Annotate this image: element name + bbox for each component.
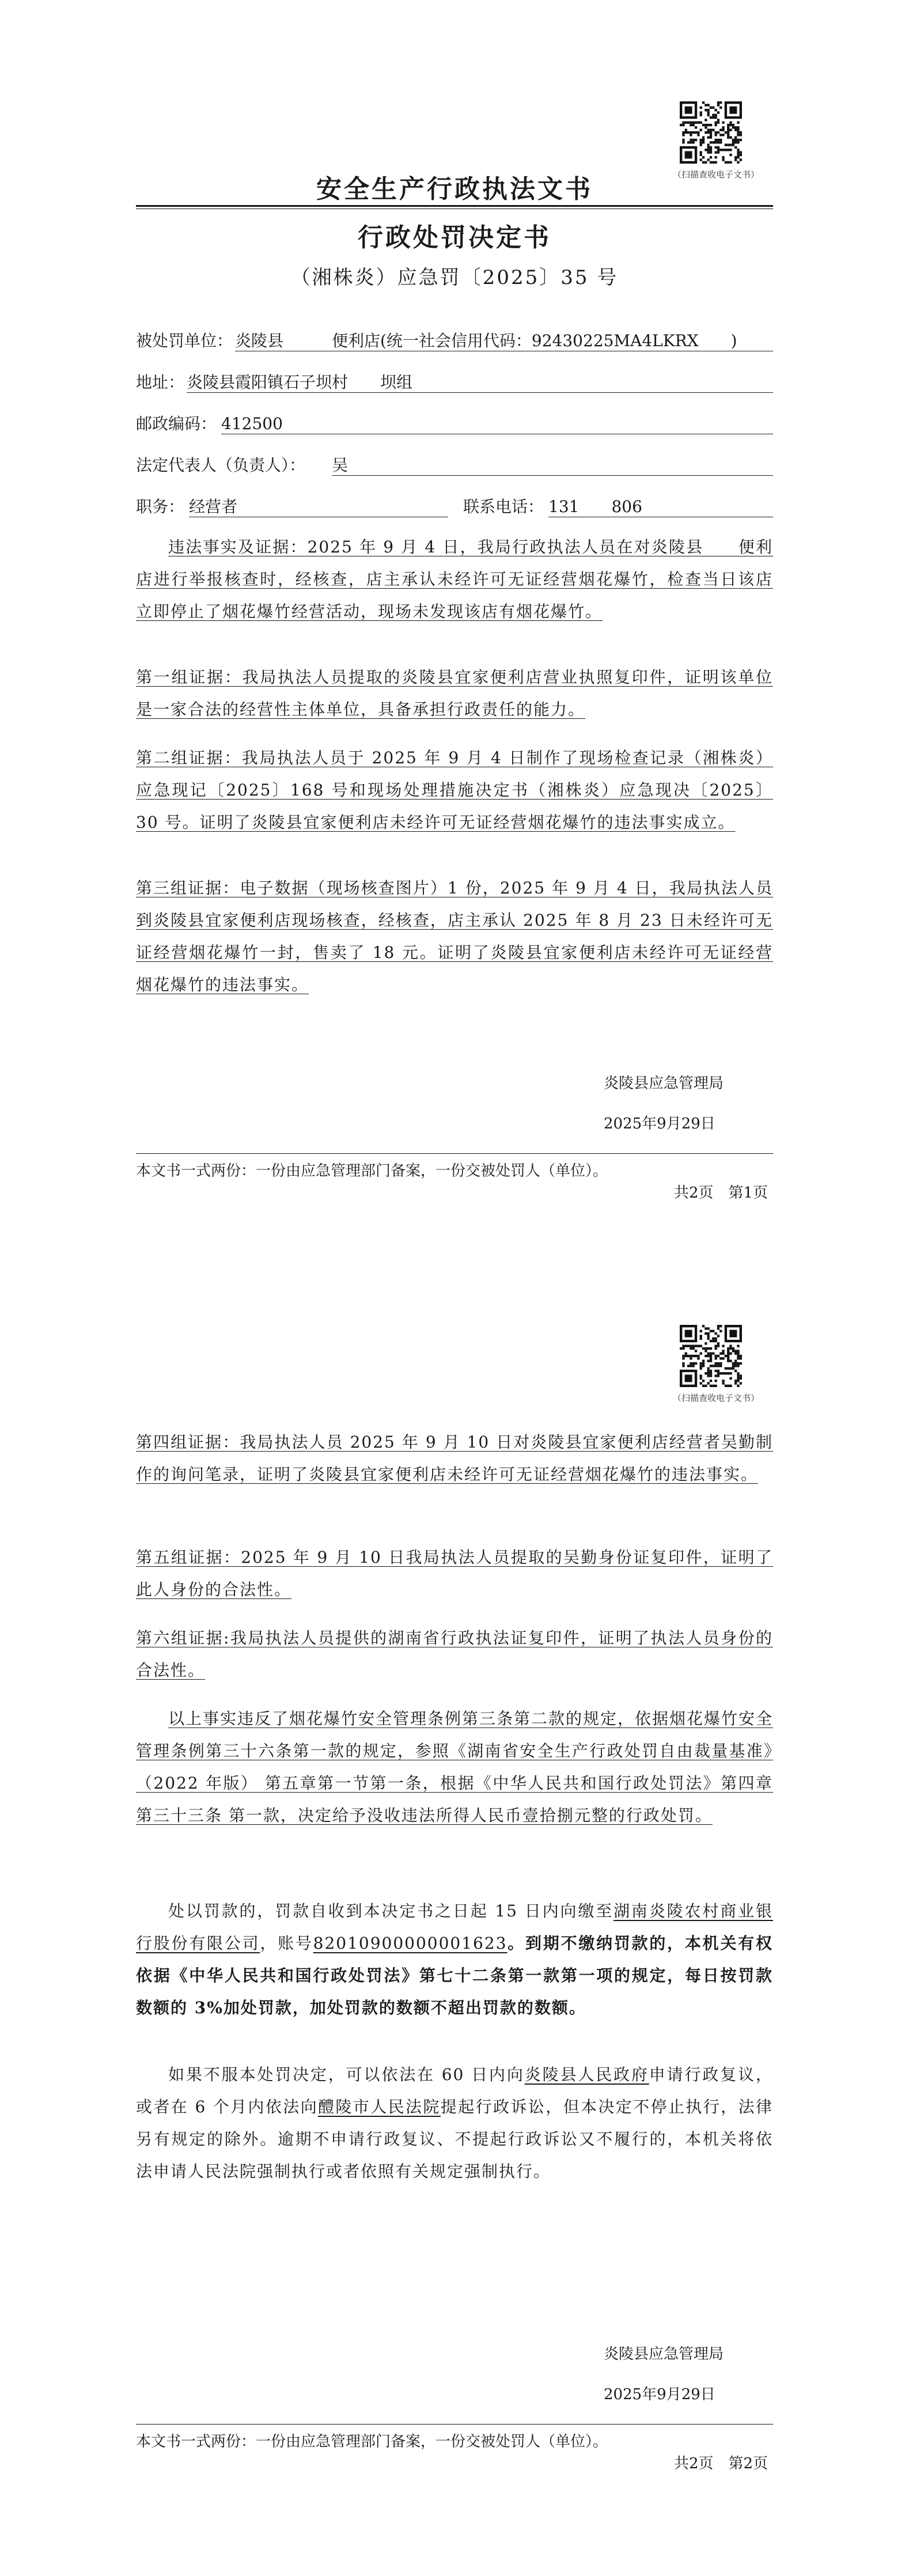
page-number: 共2页 第2页 <box>674 2455 768 2472</box>
address-value: 炎陵县霞阳镇石子坝村 坝组 <box>187 373 413 392</box>
decision-title: 行政处罚决定书 <box>358 223 551 252</box>
document-page-2 <box>0 1267 909 2576</box>
bank-account: 82010900000001623 <box>313 1934 507 1953</box>
evidence-group-6: 第六组证据:我局执法人员提供的湖南省行政执法证复印件，证明了执法人员身份的合法性。 <box>136 1628 773 1680</box>
postal-code-field <box>136 411 773 437</box>
representative-field <box>136 453 773 478</box>
signing-date: 2025年9月29日 <box>604 1115 715 1132</box>
position-label: 职务： <box>136 497 185 516</box>
signing-organization: 炎陵县应急管理局 <box>604 1075 724 1092</box>
penalty-decision: 以上事实违反了烟花爆竹安全管理条例第三条第二款的规定，依据烟花爆竹安全管理条例第三十六条第一款的规定，参照《湖南省安全生产行政处罚自由裁量基准》（2022 年版） 第五章第一节第一条，根据《中华人民共和国行政处罚法》第四章第三十三条 第一款，决定给予没收违法所得人民币壹拾捌元整的行政处罚。 <box>136 1709 774 1825</box>
representative-label: 法定代表人（负责人）： <box>136 456 306 475</box>
qr-code-icon <box>680 1325 742 1387</box>
position-value: 经营者 <box>189 497 238 516</box>
footer-rule <box>136 1153 773 1154</box>
payment-instructions: 处以罚款的，罚款自收到本决定书之日起 15 日内向缴至湖南炎陵农村商业银行股份有限公司，账号82010900000001623。到期不缴纳罚款的，本机关有权依据《中华人民共和国行政处罚法》第七十二条第一款第一项的规定，每日按罚款数额的 3%加处罚款，加处罚款的数额不超出罚款的数额。 <box>136 1901 773 2017</box>
court-name: 醴陵市人民法院 <box>318 2097 441 2116</box>
evidence-group-3: 第三组证据：电子数据（现场核查图片）1 份，2025 年 9 月 4 日，我局执法人员到炎陵县宜家便利店现场核查，经核查，店主承认 2025 年 8 月 23 日未经许可无证经营烟花爆竹一封，售卖了 18 元。证明了炎陵县宜家便利店未经许可无证经营烟花爆竹的违法事实。 <box>136 878 773 994</box>
signing-date: 2025年9月29日 <box>604 2386 715 2403</box>
page-number: 共2页 第1页 <box>674 1184 768 1202</box>
review-authority: 炎陵县人民政府 <box>524 2065 649 2084</box>
position-field <box>136 494 773 520</box>
phone-label: 联系电话： <box>463 497 544 516</box>
evidence-group-1: 第一组证据：我局执法人员提取的炎陵县宜家便利店营业执照复印件，证明该单位是一家合法的经营性主体单位，具备承担行政责任的能力。 <box>136 668 773 719</box>
legal-remedy: 如果不服本处罚决定，可以依法在 60 日内向炎陵县人民政府申请行政复议，或者在 6 个月内依法向醴陵市人民法院提起行政诉讼，但本决定不停止执行，法律另有规定的除外。逾期不申请行政复议、不提起行政诉讼又不履行的，本机关将依法申请人民法院强制执行或者依照有关规定强制执行。 <box>136 2065 773 2181</box>
copies-note: 本文书一式两份：一份由应急管理部门备案，一份交被处罚人（单位）。 <box>136 2433 608 2450</box>
header-rule-thick <box>136 205 773 207</box>
party-label: 被处罚单位： <box>136 331 233 350</box>
postal-code-value: 412500 <box>221 414 283 433</box>
copies-note: 本文书一式两份：一份由应急管理部门备案，一份交被处罚人（单位）。 <box>136 1162 608 1180</box>
address-label: 地址： <box>136 373 185 392</box>
document-page-1 <box>0 0 909 1267</box>
party-field <box>136 328 773 354</box>
violation-facts: 违法事实及证据：2025 年 9 月 4 日，我局行政执法人员在对炎陵县 便利店进行举报核查时，经核查，店主承认未经许可无证经营烟花爆竹，检查当日该店立即停止了烟花爆竹经营活动，现场未发现该店有烟花爆竹。 <box>136 537 773 621</box>
qr-code-icon <box>680 101 742 164</box>
document-header-title: 安全生产行政执法文书 <box>316 175 593 204</box>
footer-rule <box>136 2424 773 2425</box>
qr-caption: （扫描查收电子文书） <box>673 1393 760 1403</box>
address-field <box>136 370 773 395</box>
bank-name: 湖南炎陵农村商业银行股份有限公司 <box>136 1901 773 1953</box>
phone-value: 131 806 <box>548 497 642 516</box>
representative-value: 吴 <box>332 456 349 475</box>
party-value: 炎陵县 便利店(统一社会信用代码：92430225MA4LKRX ) <box>235 331 737 350</box>
qr-caption: （扫描查收电子文书） <box>673 169 760 180</box>
evidence-group-2: 第二组证据：我局执法人员于 2025 年 9 月 4 日制作了现场检查记录（湘株炎）应急现记〔2025〕168 号和现场处理措施决定书（湘株炎）应急现决〔2025〕30 号。证明了炎陵县宜家便利店未经许可无证经营烟花爆竹的违法事实成立。 <box>136 748 773 832</box>
document-number: （湘株炎）应急罚〔2025〕35 号 <box>290 266 619 289</box>
evidence-group-5: 第五组证据：2025 年 9 月 10 日我局执法人员提取的吴勤身份证复印件，证明了此人身份的合法性。 <box>136 1548 773 1599</box>
postal-code-label: 邮政编码： <box>136 414 217 433</box>
evidence-group-4: 第四组证据：我局执法人员 2025 年 9 月 10 日对炎陵县宜家便利店经营者吴勤制作的询问笔录，证明了炎陵县宜家便利店未经许可无证经营烟花爆竹的违法事实。 <box>136 1433 773 1484</box>
signing-organization: 炎陵县应急管理局 <box>604 2346 724 2363</box>
